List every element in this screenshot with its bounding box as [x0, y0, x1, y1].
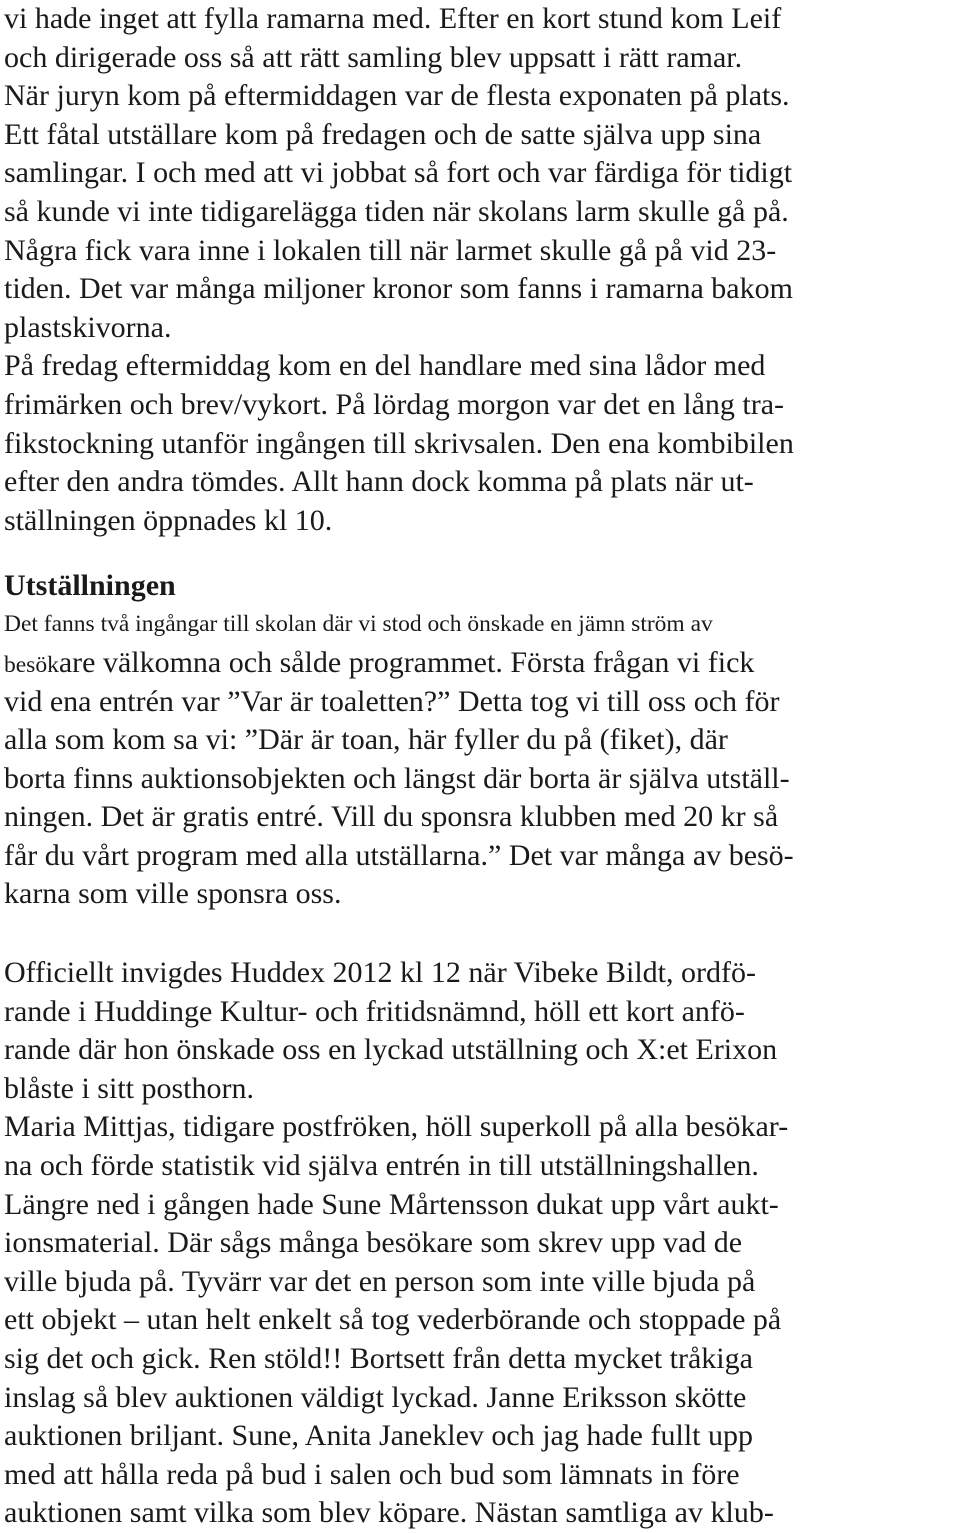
text-line: När juryn kom på eftermiddagen var de flesta exponaten på plats. [4, 79, 790, 113]
paragraph-spacer [4, 540, 956, 567]
text-line: med att hålla reda på bud i salen och bud som lämnats in före [4, 1457, 740, 1491]
text-line: alla som kom sa vi: ”Där är toan, här fyller du på (fiket), där [4, 723, 728, 757]
text-line: inslag så blev auktionen väldigt lyckad. Janne Eriksson skötte [4, 1380, 747, 1414]
text-line: auktionen briljant. Sune, Anita Janeklev och jag hade fullt upp [4, 1419, 753, 1453]
section-utstallningen [4, 567, 956, 914]
text-line: får du vårt program med alla utställarna.” Det var många av besö- [4, 838, 794, 872]
text-line: rande där hon önskade oss en lyckad utställning och X:et Erixon [4, 1033, 778, 1067]
text-line: Ett fåtal utställare kom på fredagen och de satte själva upp sina [4, 117, 762, 151]
text-line: borta finns auktionsobjekten och längst där borta är själva utställ- [4, 761, 790, 795]
text-line: efter den andra tömdes. Allt hann dock komma på plats när ut- [4, 465, 754, 499]
paragraph-setup [4, 0, 956, 540]
text-line: ville bjuda på. Tyvärr var det en person som inte ville bjuda på [4, 1264, 756, 1298]
text-line: blåste i sitt posthorn. [4, 1071, 254, 1105]
text-line: samlingar. I och med att vi jobbat så fort och var färdiga för tidigt [4, 156, 793, 190]
text-fragment: are välkomna och sålde programmet. Första frågan vi fick [58, 645, 755, 679]
text-line: karna som ville sponsra oss. [4, 877, 342, 911]
text-line: sig det och gick. Ren stöld!! Bortsett från detta mycket tråkiga [4, 1342, 753, 1375]
text-line: fikstockning utanför ingången till skrivsalen. Den ena kombibilen [4, 426, 794, 460]
text-line: na och förde statistik vid själva entrén in till utställningshallen. [4, 1149, 759, 1183]
text-line: Officiellt invigdes Huddex 2012 kl 12 när Vibeke Bildt, ordfö- [4, 956, 756, 990]
paragraph-spacer [4, 914, 956, 954]
text-line [4, 644, 956, 683]
text-line: Längre ned i gången hade Sune Mårtensson dukat upp vårt aukt- [4, 1187, 779, 1221]
small-text-fragment: besök [4, 651, 59, 678]
text-line: frimärken och brev/vykort. På lördag morgon var det en lång tra- [4, 387, 785, 421]
text-line: så kunde vi inte tidigarelägga tiden när skolans larm skulle gå på. [4, 194, 789, 228]
text-line: ionsmaterial. Där sågs många besökare som skrev upp vad de [4, 1226, 743, 1260]
paragraph-inauguration [4, 954, 956, 1533]
text-line: och dirigerade oss så att rätt samling blev uppsatt i rätt ramar. [4, 40, 743, 74]
text-line: ställningen öppnades kl 10. [4, 503, 333, 537]
text-line: Det fanns två ingångar till skolan där vi stod och önskade en jämn ström av [4, 611, 713, 638]
text-line: Maria Mittjas, tidigare postfröken, höll superkoll på alla besökar- [4, 1110, 789, 1144]
text-line: På fredag eftermiddag kom en del handlare med sina lådor med [4, 349, 766, 383]
text-line: rande i Huddinge Kultur- och fritidsnämnd, höll ett kort anfö- [4, 994, 745, 1028]
text-line: ningen. Det är gratis entré. Vill du sponsra klubben med 20 kr så [4, 800, 779, 834]
text-line: Några fick vara inne i lokalen till när larmet skulle gå på vid 23- [4, 233, 777, 267]
section-heading: Utställningen [4, 569, 176, 603]
text-line: auktionen samt vilka som blev köpare. Nästan samtliga av klub- [4, 1496, 774, 1530]
text-line: vi hade inget att fylla ramarna med. Efter en kort stund kom Leif [4, 2, 782, 35]
text-line: plastskivorna. [4, 310, 172, 344]
document-page [4, 0, 956, 1533]
text-line: vid ena entrén var ”Var är toaletten?” Detta tog vi till oss och för [4, 684, 780, 718]
text-line: tiden. Det var många miljoner kronor som fanns i ramarna bakom [4, 272, 793, 306]
text-line: ett objekt – utan helt enkelt så tog vederbörande och stoppade på [4, 1303, 782, 1337]
